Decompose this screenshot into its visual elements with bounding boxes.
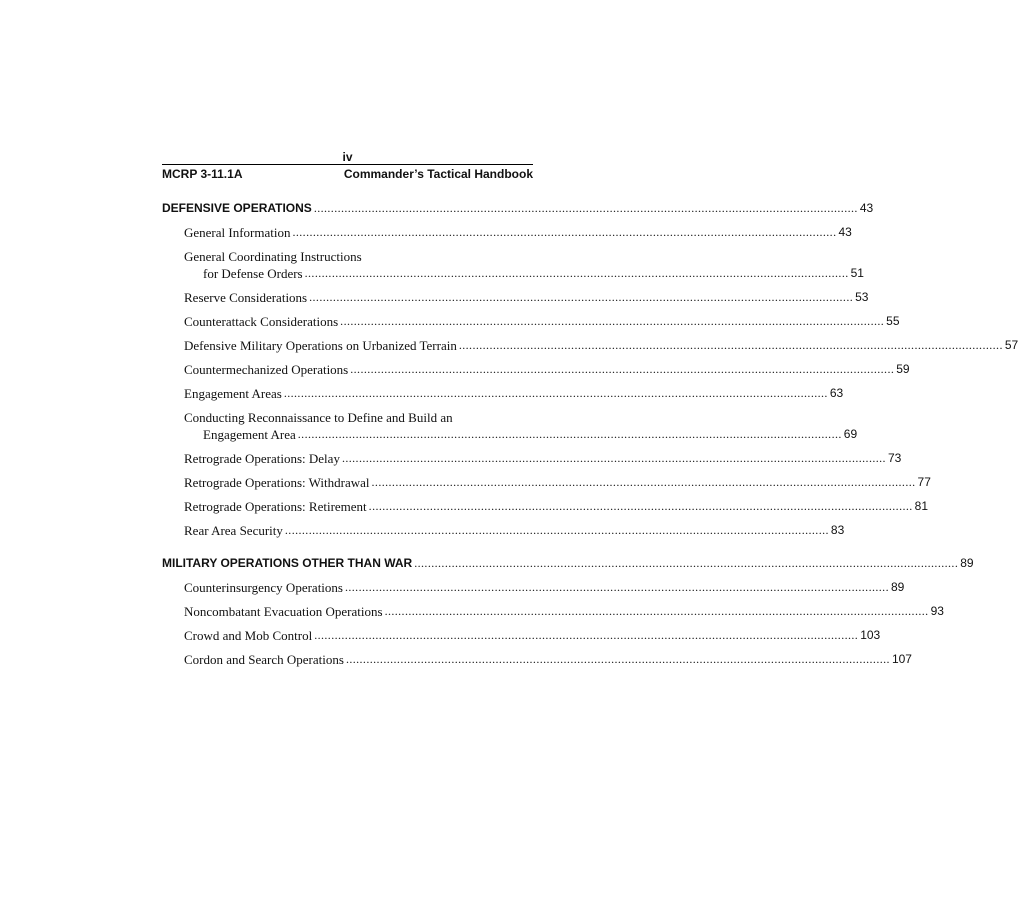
toc-entry-title: Retrograde Operations: Retirement <box>184 499 367 514</box>
dot-leader <box>305 265 849 282</box>
toc-entry <box>162 248 864 282</box>
toc-entry-page: 81 <box>914 499 929 513</box>
toc-entry-page: 89 <box>960 556 974 570</box>
document-code: MCRP 3-11.1A <box>162 167 243 181</box>
dot-leader <box>345 579 889 596</box>
toc-entry-title: General Information <box>184 225 291 240</box>
toc-entry-title: Defensive Military Operations on Urbanized Terrain <box>184 338 457 353</box>
toc-entry <box>162 627 881 644</box>
dot-leader <box>350 361 894 378</box>
toc-entry <box>162 361 910 378</box>
running-header <box>162 164 533 181</box>
dot-leader <box>314 200 858 217</box>
dot-leader <box>309 289 853 306</box>
toc-entry-title: Counterattack Considerations <box>184 314 339 329</box>
toc-entry-page: 51 <box>850 266 864 280</box>
toc-entry <box>162 603 944 620</box>
dot-leader <box>285 522 829 539</box>
toc-entry-page: 55 <box>886 314 900 328</box>
dot-leader <box>385 603 929 620</box>
toc-section-defensive-operations <box>162 200 874 217</box>
toc-entry-page: 73 <box>887 451 902 465</box>
dot-leader <box>369 498 913 515</box>
toc-entry-title: Conducting Reconnaissance to Define and Build an <box>184 410 453 425</box>
toc-entry-page: 59 <box>896 362 910 376</box>
toc-entry-title: Retrograde Operations: Withdrawal <box>184 475 370 490</box>
toc-entry-title: Countermechanized Operations <box>184 362 349 377</box>
toc-entry-page: 93 <box>930 604 944 618</box>
dot-leader <box>342 450 886 467</box>
dot-leader <box>340 313 884 330</box>
toc-entry-title: Crowd and Mob Control <box>184 628 313 643</box>
toc-entry <box>162 337 1018 354</box>
toc-entry-title: DEFENSIVE OPERATIONS <box>162 201 312 215</box>
toc-entry-title: Engagement Areas <box>184 386 282 401</box>
toc-entry <box>162 474 931 491</box>
toc-entry-title: Reserve Considerations <box>184 290 308 305</box>
toc-entry <box>162 224 852 241</box>
toc-entry-title: Noncombatant Evacuation Operations <box>184 604 383 619</box>
toc-entry-title: Rear Area Security <box>184 523 283 538</box>
toc-entry-title: Cordon and Search Operations <box>184 652 344 667</box>
toc-entry <box>162 522 845 539</box>
dot-leader <box>292 224 836 241</box>
toc-entry <box>162 289 869 306</box>
toc-entry-page: 77 <box>917 475 931 489</box>
dot-leader <box>298 426 842 443</box>
dot-leader <box>372 474 916 491</box>
toc-entry-title: MILITARY OPERATIONS OTHER THAN WAR <box>162 556 413 570</box>
toc-entry-page: 89 <box>890 580 905 594</box>
toc-entry-page: 57 <box>1004 338 1018 352</box>
toc-entry-title-continued: Engagement Area <box>203 427 296 442</box>
toc-section-military-operations-other-than-war <box>162 555 974 572</box>
toc-entry-title: Counterinsurgency Operations <box>184 580 343 595</box>
toc-entry-page: 69 <box>843 427 858 441</box>
toc-entry <box>162 450 902 467</box>
toc-entry <box>162 498 929 515</box>
toc-entry <box>162 385 844 402</box>
toc-entry <box>162 651 912 668</box>
toc-entry <box>162 409 858 443</box>
toc-entry-page: 107 <box>891 652 912 666</box>
dot-leader <box>314 627 858 644</box>
toc-entry-page: 63 <box>829 386 844 400</box>
toc-entry-title-continued: for Defense Orders <box>203 266 303 281</box>
toc-entry-page: 43 <box>859 201 874 215</box>
toc-entry-title: General Coordinating Instructions <box>184 249 362 264</box>
toc-entry-page: 53 <box>855 290 869 304</box>
toc-entry <box>162 313 900 330</box>
table-of-contents <box>162 198 1018 675</box>
dot-leader <box>284 385 828 402</box>
toc-entry-page: 103 <box>860 628 881 642</box>
document-title: Commander’s Tactical Handbook <box>343 167 533 181</box>
page-number: iv <box>342 150 353 164</box>
toc-entry <box>162 579 905 596</box>
dot-leader <box>459 337 1003 354</box>
toc-entry-page: 43 <box>838 225 852 239</box>
dot-leader <box>346 651 890 668</box>
toc-entry-page: 83 <box>830 523 845 537</box>
dot-leader <box>414 555 958 572</box>
toc-entry-title: Retrograde Operations: Delay <box>184 451 340 466</box>
